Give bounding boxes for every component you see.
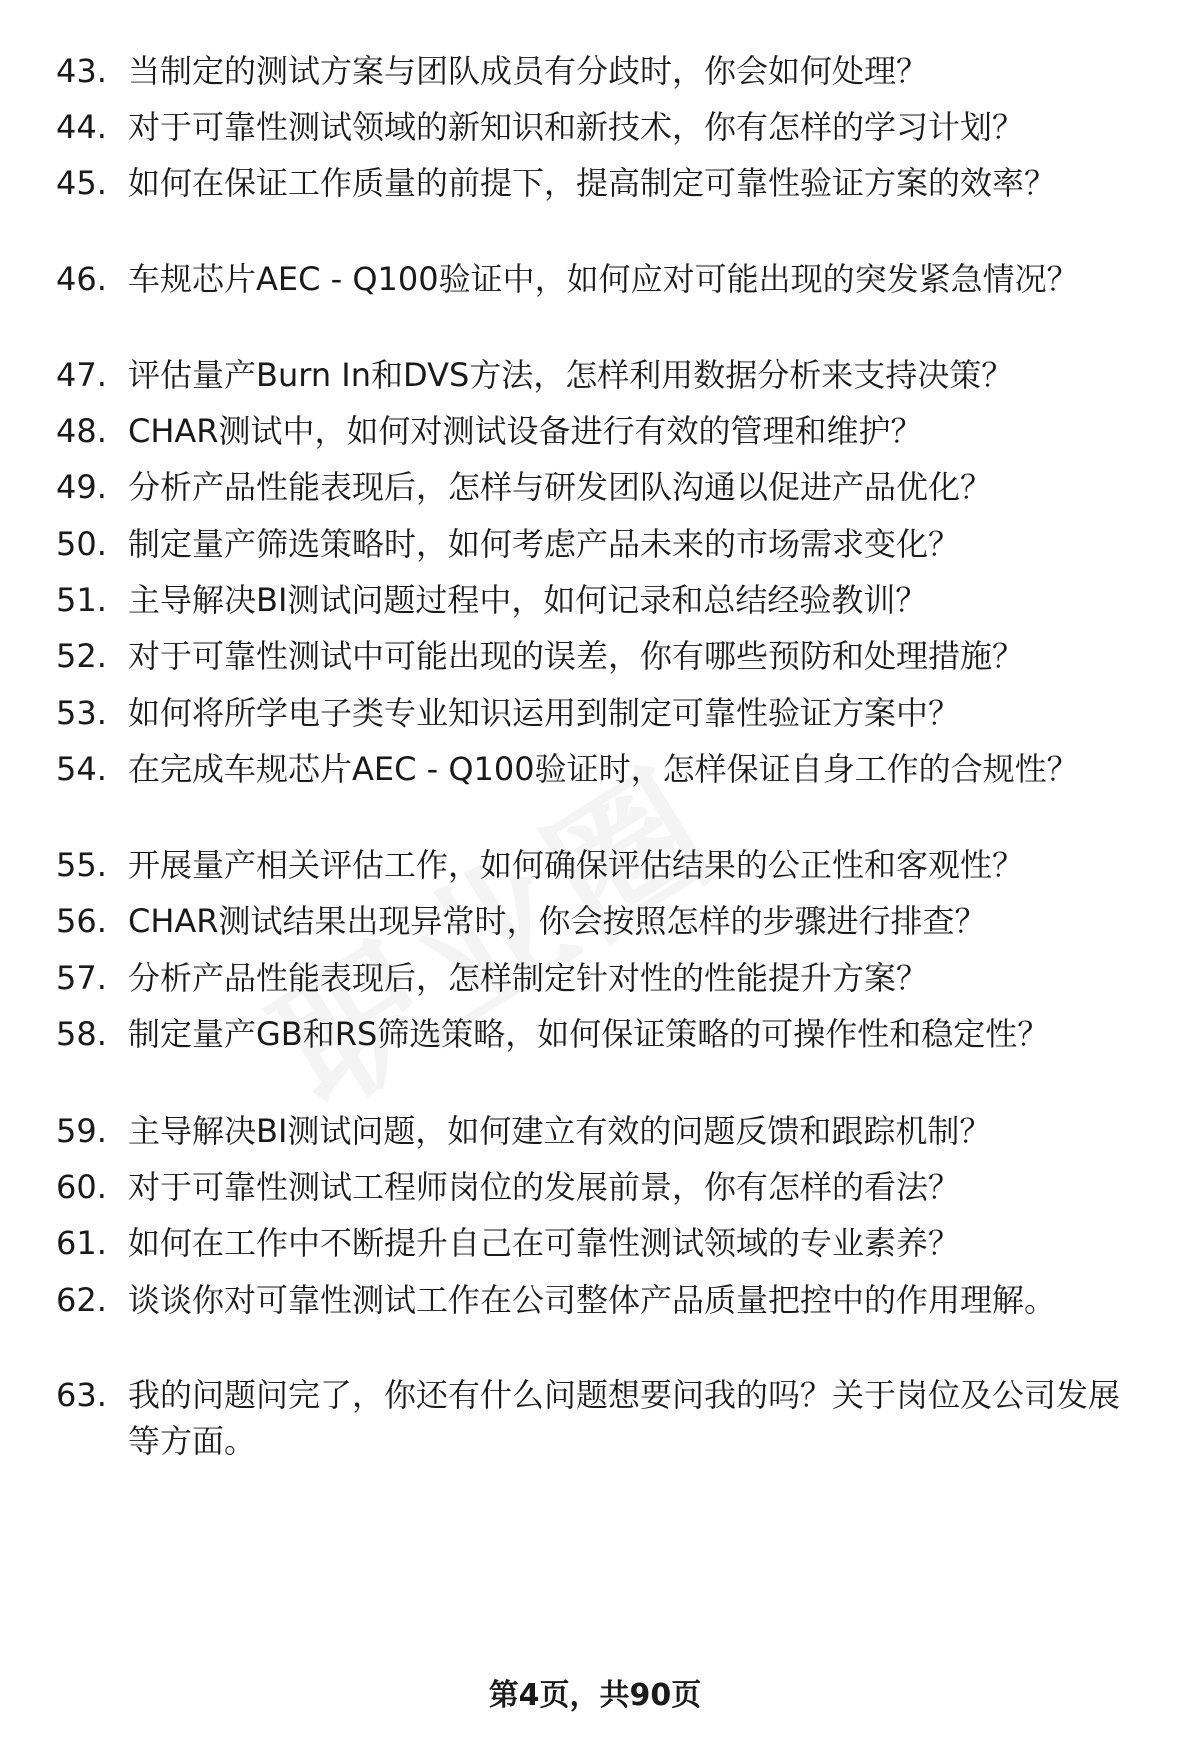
question-text: 如何在工作中不断提升自己在可靠性测试领域的专业素养？ xyxy=(128,1224,961,1262)
question-number: 60. xyxy=(56,1168,107,1206)
question-number: 58. xyxy=(56,1015,107,1053)
question-53 xyxy=(56,690,1146,736)
question-55 xyxy=(56,842,1146,888)
question-text: 当制定的测试方案与团队成员有分歧时，你会如何处理？ xyxy=(128,52,929,90)
question-47 xyxy=(56,352,1146,398)
question-60 xyxy=(56,1164,1146,1210)
question-45 xyxy=(56,160,1146,206)
question-number: 54. xyxy=(56,750,107,788)
question-text: 车规芯片AEC - Q100验证中，如何应对可能出现的突发紧急情况？ xyxy=(128,260,1079,298)
question-text: 如何将所学电子类专业知识运用到制定可靠性验证方案中？ xyxy=(128,694,961,732)
question-text: 对于可靠性测试领域的新知识和新技术，你有怎样的学习计划？ xyxy=(128,108,1025,146)
question-number: 49. xyxy=(56,468,107,506)
question-number: 55. xyxy=(56,846,107,884)
question-text: 分析产品性能表现后，怎样与研发团队沟通以促进产品优化？ xyxy=(128,468,993,506)
question-text: 分析产品性能表现后，怎样制定针对性的性能提升方案？ xyxy=(128,959,929,997)
question-number: 45. xyxy=(56,164,107,202)
question-number: 62. xyxy=(56,1281,107,1319)
question-52 xyxy=(56,633,1146,679)
question-44 xyxy=(56,104,1146,150)
question-text: 谈谈你对可靠性测试工作在公司整体产品质量把控中的作用理解。 xyxy=(128,1281,1057,1319)
question-59 xyxy=(56,1108,1146,1154)
question-51 xyxy=(56,577,1146,623)
question-43 xyxy=(56,48,1146,94)
question-50 xyxy=(56,521,1146,567)
question-number: 53. xyxy=(56,694,107,732)
question-text: 制定量产GB和RS筛选策略，如何保证策略的可操作性和稳定性？ xyxy=(128,1015,1050,1053)
question-number: 51. xyxy=(56,581,107,619)
question-57 xyxy=(56,955,1146,1001)
question-text: CHAR测试中，如何对测试设备进行有效的管理和维护？ xyxy=(128,412,923,450)
question-58 xyxy=(56,1011,1146,1057)
question-text: 对于可靠性测试工程师岗位的发展前景，你有怎样的看法？ xyxy=(128,1168,961,1206)
question-text: 对于可靠性测试中可能出现的误差，你有哪些预防和处理措施？ xyxy=(128,637,1025,675)
question-61 xyxy=(56,1220,1146,1266)
page-footer: 第4页，共90页 xyxy=(488,1678,702,1713)
question-text: 制定量产筛选策略时，如何考虑产品未来的市场需求变化？ xyxy=(128,525,961,563)
question-text: 主导解决BI测试问题过程中，如何记录和总结经验教训？ xyxy=(128,581,928,619)
question-number: 44. xyxy=(56,108,107,146)
question-number: 48. xyxy=(56,412,107,450)
question-text: 主导解决BI测试问题，如何建立有效的问题反馈和跟踪机制？ xyxy=(128,1112,992,1150)
question-text: 开展量产相关评估工作，如何确保评估结果的公正性和客观性？ xyxy=(128,846,1025,884)
question-63 xyxy=(56,1372,1146,1464)
question-49 xyxy=(56,464,1146,510)
question-text: 在完成车规芯片AEC - Q100验证时，怎样保证自身工作的合规性？ xyxy=(128,750,1079,788)
question-number: 63. xyxy=(56,1376,107,1414)
question-number: 61. xyxy=(56,1224,107,1262)
question-48 xyxy=(56,408,1146,454)
question-text: CHAR测试结果出现异常时，你会按照怎样的步骤进行排查？ xyxy=(128,902,987,940)
question-46 xyxy=(56,256,1146,302)
question-number: 46. xyxy=(56,260,107,298)
question-text: 我的问题问完了，你还有什么问题想要问我的吗？关于岗位及公司发展等方面。 xyxy=(128,1376,1121,1460)
question-number: 50. xyxy=(56,525,107,563)
question-number: 43. xyxy=(56,52,107,90)
question-number: 56. xyxy=(56,902,107,940)
question-number: 47. xyxy=(56,356,107,394)
question-text: 评估量产Burn In和DVS方法，怎样利用数据分析来支持决策？ xyxy=(128,356,1014,394)
question-number: 52. xyxy=(56,637,107,675)
question-56 xyxy=(56,898,1146,944)
question-number: 59. xyxy=(56,1112,107,1150)
question-text: 如何在保证工作质量的前提下，提高制定可靠性验证方案的效率？ xyxy=(128,164,1057,202)
question-number: 57. xyxy=(56,959,107,997)
question-62 xyxy=(56,1277,1146,1323)
question-54 xyxy=(56,746,1146,792)
